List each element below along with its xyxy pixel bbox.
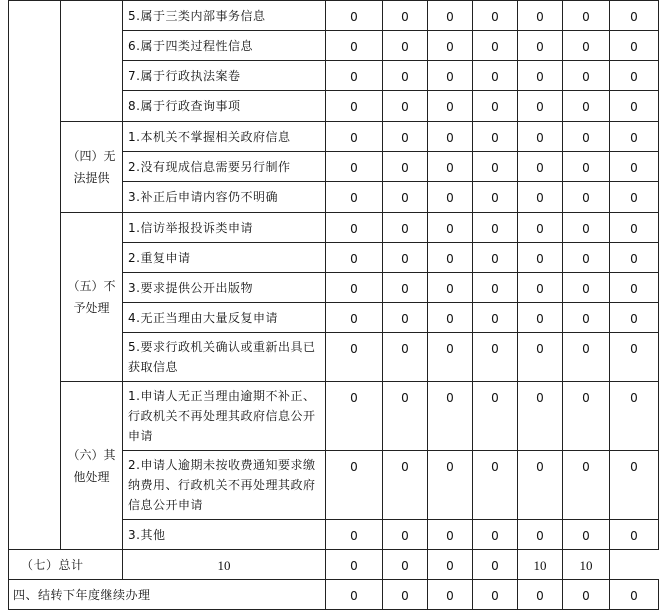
value-cell: 0 [428,1,473,31]
value-cell: 0 [383,273,428,303]
value-cell: 0 [326,303,383,333]
value-cell: 0 [610,303,659,333]
value-cell: 0 [563,31,610,61]
value-cell: 0 [428,152,473,182]
value-cell: 0 [428,213,473,243]
value-cell: 0 [610,520,659,550]
value-cell: 0 [326,382,383,451]
value-cell: 0 [428,31,473,61]
value-cell: 0 [610,152,659,182]
value-cell: 0 [518,243,563,273]
statistics-table [8,0,659,610]
value-cell: 0 [518,91,563,122]
value-cell: 0 [563,273,610,303]
value-cell: 0 [383,31,428,61]
value-cell: 0 [326,31,383,61]
value-cell: 0 [518,451,563,520]
value-cell: 0 [518,182,563,213]
value-cell: 10 [563,550,610,580]
value-cell: 0 [383,213,428,243]
value-cell: 0 [563,333,610,382]
value-cell: 0 [518,303,563,333]
item-label: 2.申请人逾期未按收费通知要求缴纳费用、行政机关不再处理其政府信息公开申请 [123,451,326,520]
value-cell: 0 [518,152,563,182]
value-cell: 0 [563,382,610,451]
value-cell: 0 [326,91,383,122]
value-cell: 0 [383,451,428,520]
value-cell: 0 [610,122,659,152]
value-cell: 0 [428,182,473,213]
value-cell: 0 [518,213,563,243]
value-cell: 0 [473,451,518,520]
item-label: 7.属于行政执法案卷 [123,61,326,91]
value-cell: 0 [563,303,610,333]
table-row [9,213,659,243]
value-cell: 0 [518,1,563,31]
value-cell: 0 [326,451,383,520]
item-label: 6.属于四类过程性信息 [123,31,326,61]
value-cell: 0 [610,580,659,610]
value-cell: 0 [563,61,610,91]
value-cell: 0 [563,243,610,273]
value-cell: 0 [326,213,383,243]
value-cell: 0 [518,520,563,550]
value-cell: 0 [383,333,428,382]
value-cell: 0 [473,122,518,152]
value-cell: 0 [473,273,518,303]
item-label: 4.无正当理由大量反复申请 [123,303,326,333]
value-cell: 0 [326,182,383,213]
value-cell: 0 [473,152,518,182]
table-row [9,122,659,152]
value-cell: 0 [428,550,473,580]
value-cell: 0 [563,451,610,520]
value-cell: 0 [610,333,659,382]
section-row [9,580,659,610]
value-cell: 0 [473,91,518,122]
group-title: （五）不予处理 [61,213,123,382]
value-cell: 0 [563,122,610,152]
value-cell: 0 [610,273,659,303]
value-cell: 0 [563,1,610,31]
value-cell: 0 [473,1,518,31]
value-cell: 0 [518,382,563,451]
item-label: 3.要求提供公开出版物 [123,273,326,303]
value-cell: 0 [610,91,659,122]
table-row [9,382,659,451]
value-cell: 0 [428,273,473,303]
value-cell: 0 [473,580,518,610]
value-cell: 0 [428,451,473,520]
value-cell: 0 [610,213,659,243]
value-cell: 0 [383,550,428,580]
value-cell: 0 [326,122,383,152]
value-cell: 0 [473,520,518,550]
value-cell: 0 [610,61,659,91]
value-cell: 0 [518,122,563,152]
value-cell: 0 [563,182,610,213]
value-cell: 0 [428,243,473,273]
value-cell: 0 [473,382,518,451]
value-cell: 0 [428,520,473,550]
item-label: 5.属于三类内部事务信息 [123,1,326,31]
value-cell: 0 [383,520,428,550]
value-cell: 0 [428,382,473,451]
value-cell: 0 [428,333,473,382]
value-cell: 0 [473,182,518,213]
group-cell-continued [61,1,123,122]
value-cell: 0 [326,520,383,550]
value-cell: 10 [518,550,563,580]
value-cell: 0 [383,152,428,182]
group-title: （四）无法提供 [61,122,123,213]
value-cell: 0 [428,580,473,610]
value-cell: 0 [428,303,473,333]
value-cell: 10 [123,550,326,580]
value-cell: 0 [563,152,610,182]
value-cell: 0 [473,61,518,91]
section-label: 四、结转下年度继续办理 [9,580,326,610]
item-label: 2.重复申请 [123,243,326,273]
value-cell: 0 [563,213,610,243]
item-label: 1.申请人无正当理由逾期不补正、行政机关不再处理其政府信息公开申请 [123,382,326,451]
value-cell: 0 [428,122,473,152]
value-cell: 0 [326,333,383,382]
value-cell: 0 [473,333,518,382]
value-cell: 0 [383,382,428,451]
value-cell: 0 [326,273,383,303]
value-cell: 0 [473,213,518,243]
value-cell: 0 [610,451,659,520]
item-label: 8.属于行政查询事项 [123,91,326,122]
value-cell: 0 [473,303,518,333]
value-cell: 0 [610,1,659,31]
value-cell: 0 [326,580,383,610]
value-cell: 0 [518,273,563,303]
value-cell: 0 [383,243,428,273]
value-cell: 0 [563,520,610,550]
value-cell: 0 [383,580,428,610]
value-cell: 0 [473,550,518,580]
value-cell: 0 [383,303,428,333]
item-label: 1.信访举报投诉类申请 [123,213,326,243]
value-cell: 0 [518,333,563,382]
group-title: （六）其他处理 [61,382,123,550]
total-label: （七）总计 [9,550,123,580]
item-label: 3.补正后申请内容仍不明确 [123,182,326,213]
value-cell: 0 [326,61,383,91]
value-cell: 0 [610,382,659,451]
table-row [9,1,659,31]
value-cell: 0 [518,31,563,61]
value-cell: 0 [383,61,428,91]
value-cell: 0 [326,152,383,182]
item-label: 2.没有现成信息需要另行制作 [123,152,326,182]
value-cell: 0 [428,61,473,91]
item-label: 3.其他 [123,520,326,550]
value-cell: 0 [563,580,610,610]
value-cell: 0 [610,243,659,273]
item-label: 5.要求行政机关确认或重新出具已获取信息 [123,333,326,382]
value-cell: 0 [473,31,518,61]
value-cell: 0 [610,31,659,61]
value-cell: 0 [473,243,518,273]
value-cell: 0 [610,182,659,213]
value-cell: 0 [518,61,563,91]
value-cell: 0 [518,580,563,610]
value-cell: 0 [428,91,473,122]
value-cell: 0 [326,243,383,273]
item-label: 1.本机关不掌握相关政府信息 [123,122,326,152]
total-row [9,550,659,580]
value-cell: 0 [326,1,383,31]
value-cell: 0 [383,122,428,152]
outer-column-cell [9,1,61,550]
value-cell: 0 [383,91,428,122]
value-cell: 0 [563,91,610,122]
value-cell: 0 [383,1,428,31]
value-cell: 0 [326,550,383,580]
value-cell: 0 [383,182,428,213]
